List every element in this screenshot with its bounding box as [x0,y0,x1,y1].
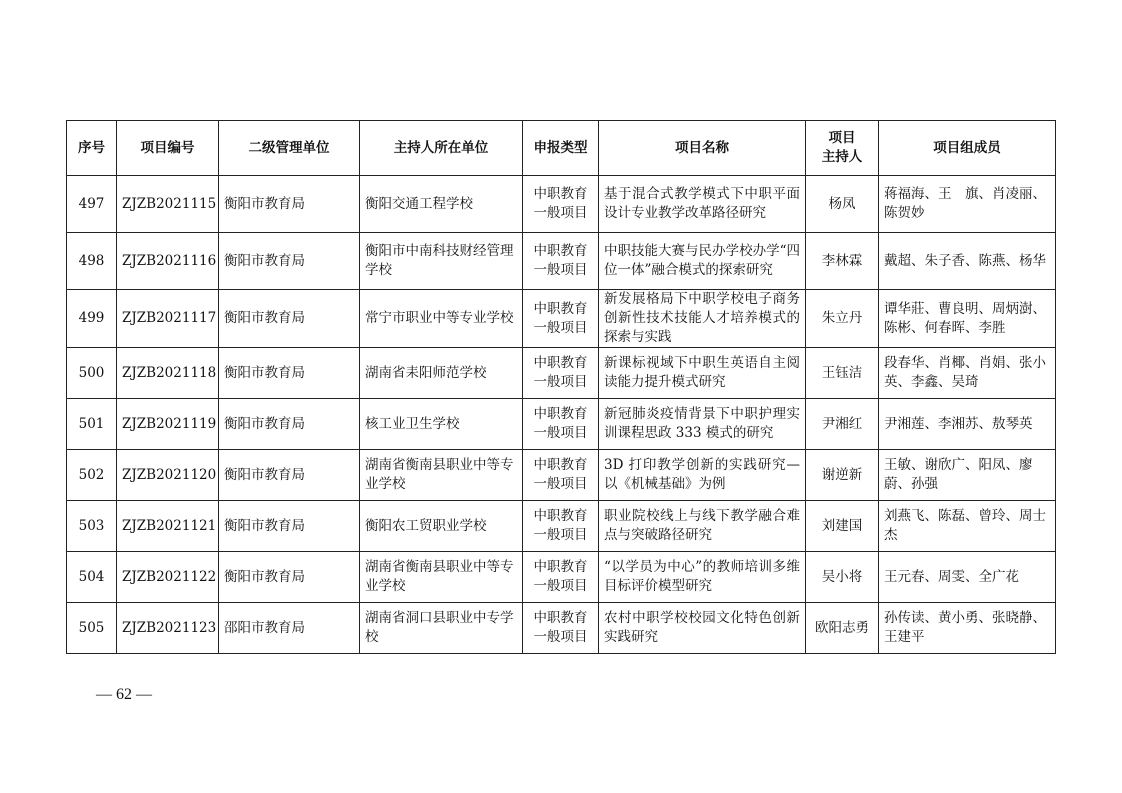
cell-members: 蒋福海、王 旗、肖凌丽、陈贺妙 [879,176,1056,233]
cell-unit: 湖南省衡南县职业中等专业学校 [360,552,523,603]
header-leader-line1: 项目 [828,130,856,146]
cell-type: 中职教育一般项目 [523,501,599,552]
cell-code: ZJZB2021118 [117,348,219,399]
cell-code: ZJZB2021117 [117,290,219,348]
cell-members: 王元春、周雯、全广花 [879,552,1056,603]
project-table [66,120,1056,654]
cell-code: ZJZB2021123 [117,603,219,654]
cell-members: 尹湘莲、李湘苏、敖琴英 [879,399,1056,450]
cell-leader: 谢逆新 [806,450,879,501]
cell-leader: 朱立丹 [806,290,879,348]
cell-leader: 刘建国 [806,501,879,552]
cell-name: 农村中职学校校园文化特色创新实践研究 [599,603,806,654]
cell-code: ZJZB2021120 [117,450,219,501]
cell-name: 新冠肺炎疫情背景下中职护理实训课程思政 333 模式的研究 [599,399,806,450]
cell-admin: 衡阳市教育局 [219,450,360,501]
cell-type: 中职教育一般项目 [523,399,599,450]
cell-leader: 杨凤 [806,176,879,233]
cell-type: 中职教育一般项目 [523,290,599,348]
table-row [67,348,1056,399]
cell-name: “以学员为中心”的教师培训多维目标评价模型研究 [599,552,806,603]
cell-type: 中职教育一般项目 [523,176,599,233]
cell-unit: 湖南省耒阳师范学校 [360,348,523,399]
table-row [67,552,1056,603]
cell-unit: 常宁市职业中等专业学校 [360,290,523,348]
cell-admin: 衡阳市教育局 [219,290,360,348]
cell-leader: 尹湘红 [806,399,879,450]
cell-code: ZJZB2021116 [117,233,219,290]
table-row [67,290,1056,348]
cell-name: 新课标视域下中职生英语自主阅读能力提升模式研究 [599,348,806,399]
table-row [67,501,1056,552]
table-row [67,450,1056,501]
cell-members: 刘燕飞、陈磊、曾玲、周士杰 [879,501,1056,552]
table-row [67,399,1056,450]
cell-code: ZJZB2021121 [117,501,219,552]
cell-admin: 衡阳市教育局 [219,501,360,552]
cell-leader: 吴小将 [806,552,879,603]
cell-admin: 衡阳市教育局 [219,348,360,399]
cell-admin: 衡阳市教育局 [219,233,360,290]
cell-type: 中职教育一般项目 [523,603,599,654]
cell-members: 戴超、朱子香、陈燕、杨华 [879,233,1056,290]
cell-name: 职业院校线上与线下教学融合难点与突破路径研究 [599,501,806,552]
cell-type: 中职教育一般项目 [523,233,599,290]
header-host-unit: 主持人所在单位 [360,121,523,176]
cell-leader: 欧阳志勇 [806,603,879,654]
cell-seq: 501 [67,399,117,450]
cell-members: 孙传读、黄小勇、张晓静、王建平 [879,603,1056,654]
cell-unit: 衡阳农工贸职业学校 [360,501,523,552]
project-table-container [66,120,1056,654]
cell-unit: 衡阳交通工程学校 [360,176,523,233]
cell-type: 中职教育一般项目 [523,552,599,603]
cell-unit: 衡阳市中南科技财经管理学校 [360,233,523,290]
header-project-leader [806,121,879,176]
cell-name: 基于混合式教学模式下中职平面设计专业教学改革路径研究 [599,176,806,233]
cell-code: ZJZB2021122 [117,552,219,603]
cell-seq: 500 [67,348,117,399]
table-header-row [67,121,1056,176]
cell-name: 中职技能大赛与民办学校办学“四位一体”融合模式的探索研究 [599,233,806,290]
cell-seq: 502 [67,450,117,501]
header-members: 项目组成员 [879,121,1056,176]
cell-unit: 核工业卫生学校 [360,399,523,450]
cell-name: 3D 打印教学创新的实践研究—以《机械基础》为例 [599,450,806,501]
cell-code: ZJZB2021119 [117,399,219,450]
cell-admin: 衡阳市教育局 [219,399,360,450]
table-row [67,176,1056,233]
cell-unit: 湖南省衡南县职业中等专业学校 [360,450,523,501]
cell-members: 谭华莊、曹良明、周炳澍、陈彬、何春晖、李胜 [879,290,1056,348]
header-leader-line2: 主持人 [821,149,863,165]
cell-admin: 衡阳市教育局 [219,552,360,603]
cell-leader: 王钰洁 [806,348,879,399]
table-row [67,603,1056,654]
header-code: 项目编号 [117,121,219,176]
cell-seq: 504 [67,552,117,603]
cell-seq: 499 [67,290,117,348]
cell-code: ZJZB2021115 [117,176,219,233]
cell-unit: 湖南省洞口县职业中专学校 [360,603,523,654]
cell-seq: 503 [67,501,117,552]
cell-admin: 衡阳市教育局 [219,176,360,233]
cell-name: 新发展格局下中职学校电子商务创新性技术技能人才培养模式的探索与实践 [599,290,806,348]
cell-seq: 497 [67,176,117,233]
cell-seq: 505 [67,603,117,654]
header-seq: 序号 [67,121,117,176]
cell-leader: 李林霖 [806,233,879,290]
cell-type: 中职教育一般项目 [523,348,599,399]
header-project-name: 项目名称 [599,121,806,176]
cell-members: 段春华、肖椰、肖娟、张小英、李鑫、吴琦 [879,348,1056,399]
page-number: — 62 — [96,686,152,703]
cell-type: 中职教育一般项目 [523,450,599,501]
cell-admin: 邵阳市教育局 [219,603,360,654]
header-apply-type: 申报类型 [523,121,599,176]
cell-members: 王敏、谢欣广、阳凤、廖蔚、孙强 [879,450,1056,501]
cell-seq: 498 [67,233,117,290]
header-admin-unit: 二级管理单位 [219,121,360,176]
table-row [67,233,1056,290]
